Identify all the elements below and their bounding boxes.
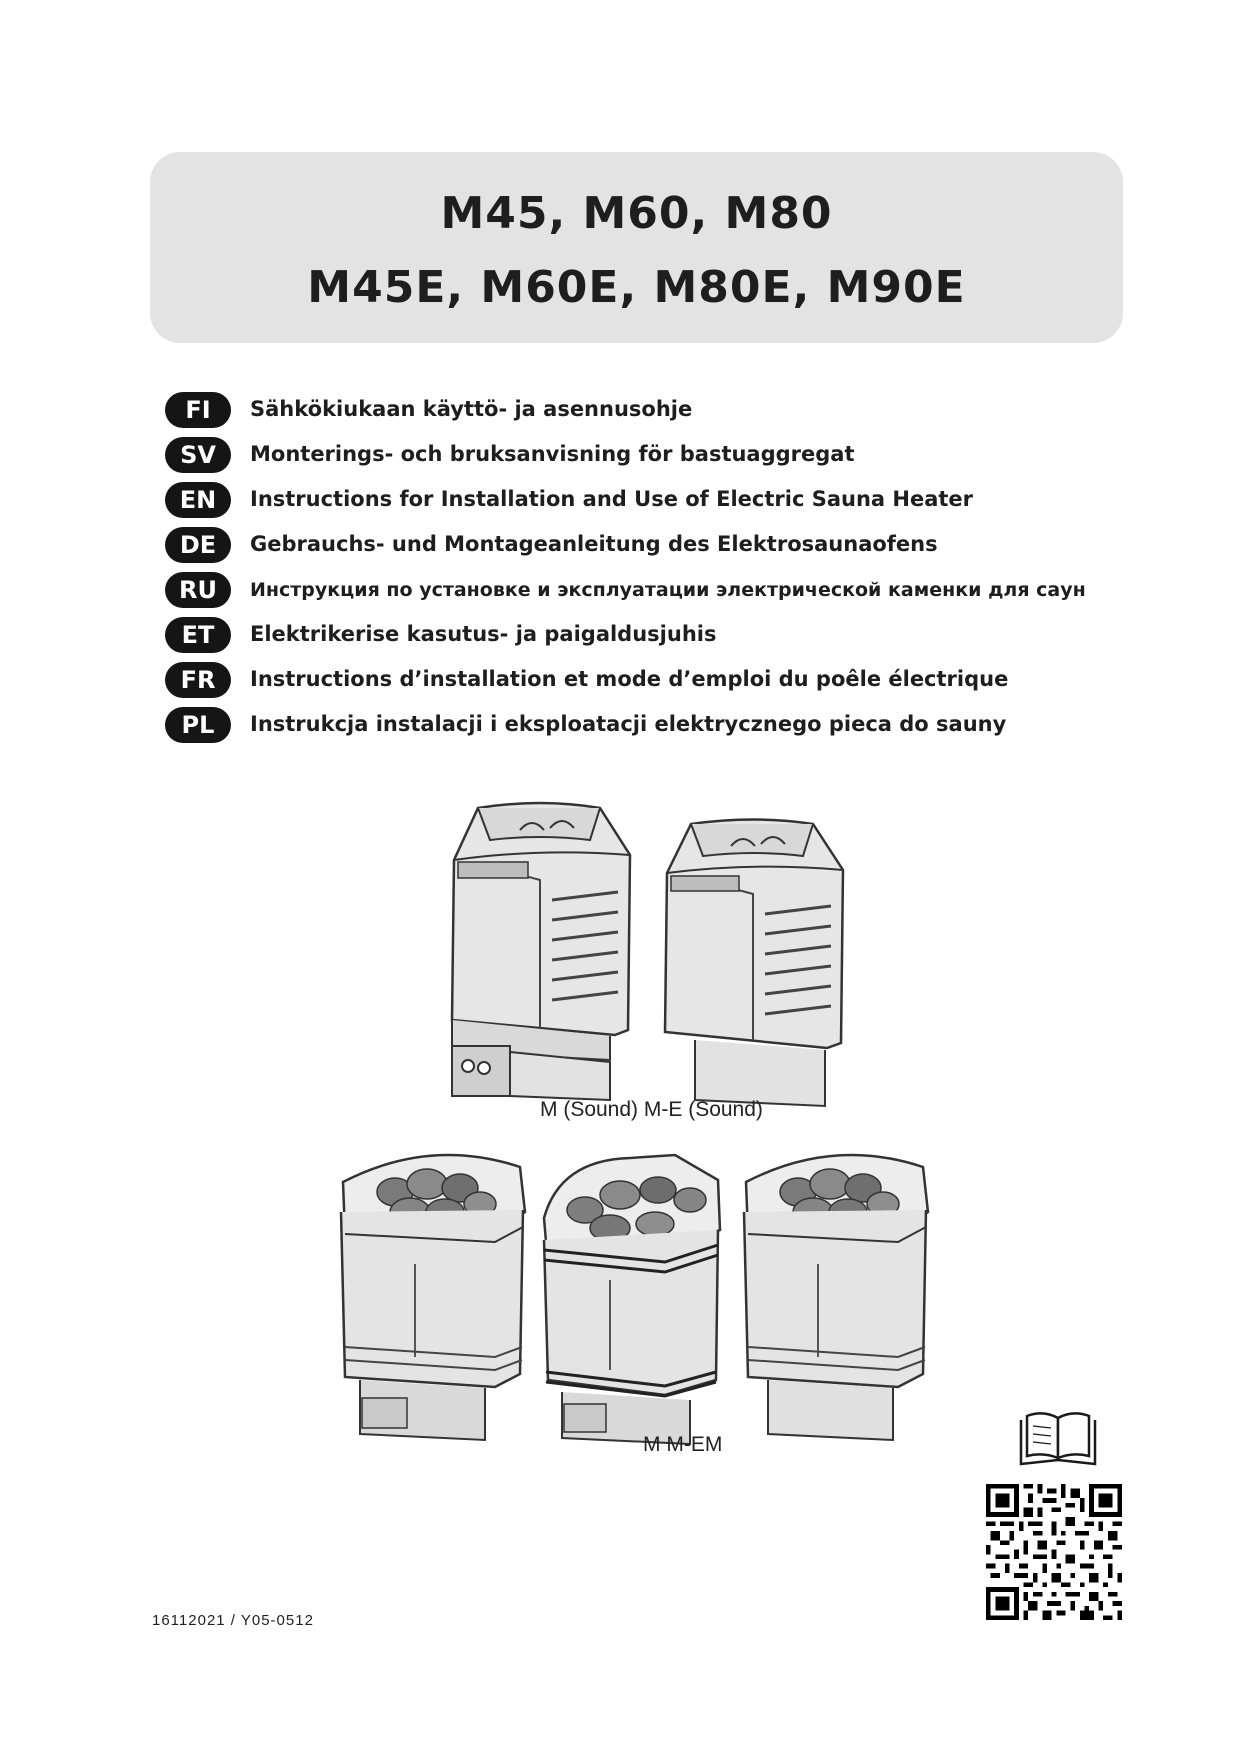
language-badge-fi: FI <box>165 392 231 428</box>
language-badge-pl: PL <box>165 707 231 743</box>
title-models-line-2: M45E, M60E, M80E, M90E <box>307 262 966 313</box>
language-title-de: Gebrauchs- und Montageanleitung des Elektrosaunaofens <box>250 532 938 556</box>
heater-illustration-stones-center <box>540 1150 725 1445</box>
title-box <box>150 152 1123 343</box>
language-badge-sv: SV <box>165 437 231 473</box>
language-row-ru <box>165 570 1125 610</box>
language-title-ru: Инструкция по установке и эксплуатации электрической каменки для саун <box>250 579 1086 601</box>
language-row-en <box>165 480 1125 520</box>
caption-standard-models: M M-EM <box>643 1433 723 1456</box>
title-models-line-1: M45, M60, M80 <box>440 188 833 239</box>
language-badge-en: EN <box>165 482 231 518</box>
language-title-fr: Instructions d’installation et mode d’emploi du poêle électrique <box>250 667 1009 691</box>
language-title-fi: Sähkökiukaan käyttö- ja asennusohje <box>250 397 693 421</box>
language-title-pl: Instrukcja instalacji i eksploatacji elektrycznego pieca do sauny <box>250 712 1007 736</box>
document-code: 16112021 / Y05-0512 <box>152 1612 314 1629</box>
language-badge-de: DE <box>165 527 231 563</box>
language-title-en: Instructions for Installation and Use of Electric Sauna Heater <box>250 487 974 511</box>
language-row-et <box>165 615 1125 655</box>
language-badge-et: ET <box>165 617 231 653</box>
language-row-pl <box>165 705 1125 745</box>
language-title-et: Elektrikerise kasutus- ja paigaldusjuhis <box>250 622 717 646</box>
language-row-fi <box>165 390 1125 430</box>
caption-sound-models: M (Sound) M-E (Sound) <box>540 1098 763 1121</box>
heater-illustration-sound-right <box>655 818 855 1108</box>
language-badge-ru: RU <box>165 572 231 608</box>
language-row-de <box>165 525 1125 565</box>
heater-illustration-stones-right <box>738 1142 933 1442</box>
language-badge-fr: FR <box>165 662 231 698</box>
heater-illustration-sound-left <box>440 800 640 1105</box>
language-title-sv: Monterings- och bruksanvisning för bastuaggregat <box>250 442 855 466</box>
manual-book-icon <box>1017 1408 1099 1468</box>
language-row-sv <box>165 435 1125 475</box>
qr-code <box>986 1484 1122 1620</box>
language-row-fr <box>165 660 1125 700</box>
heater-illustration-stones-left <box>335 1142 530 1442</box>
